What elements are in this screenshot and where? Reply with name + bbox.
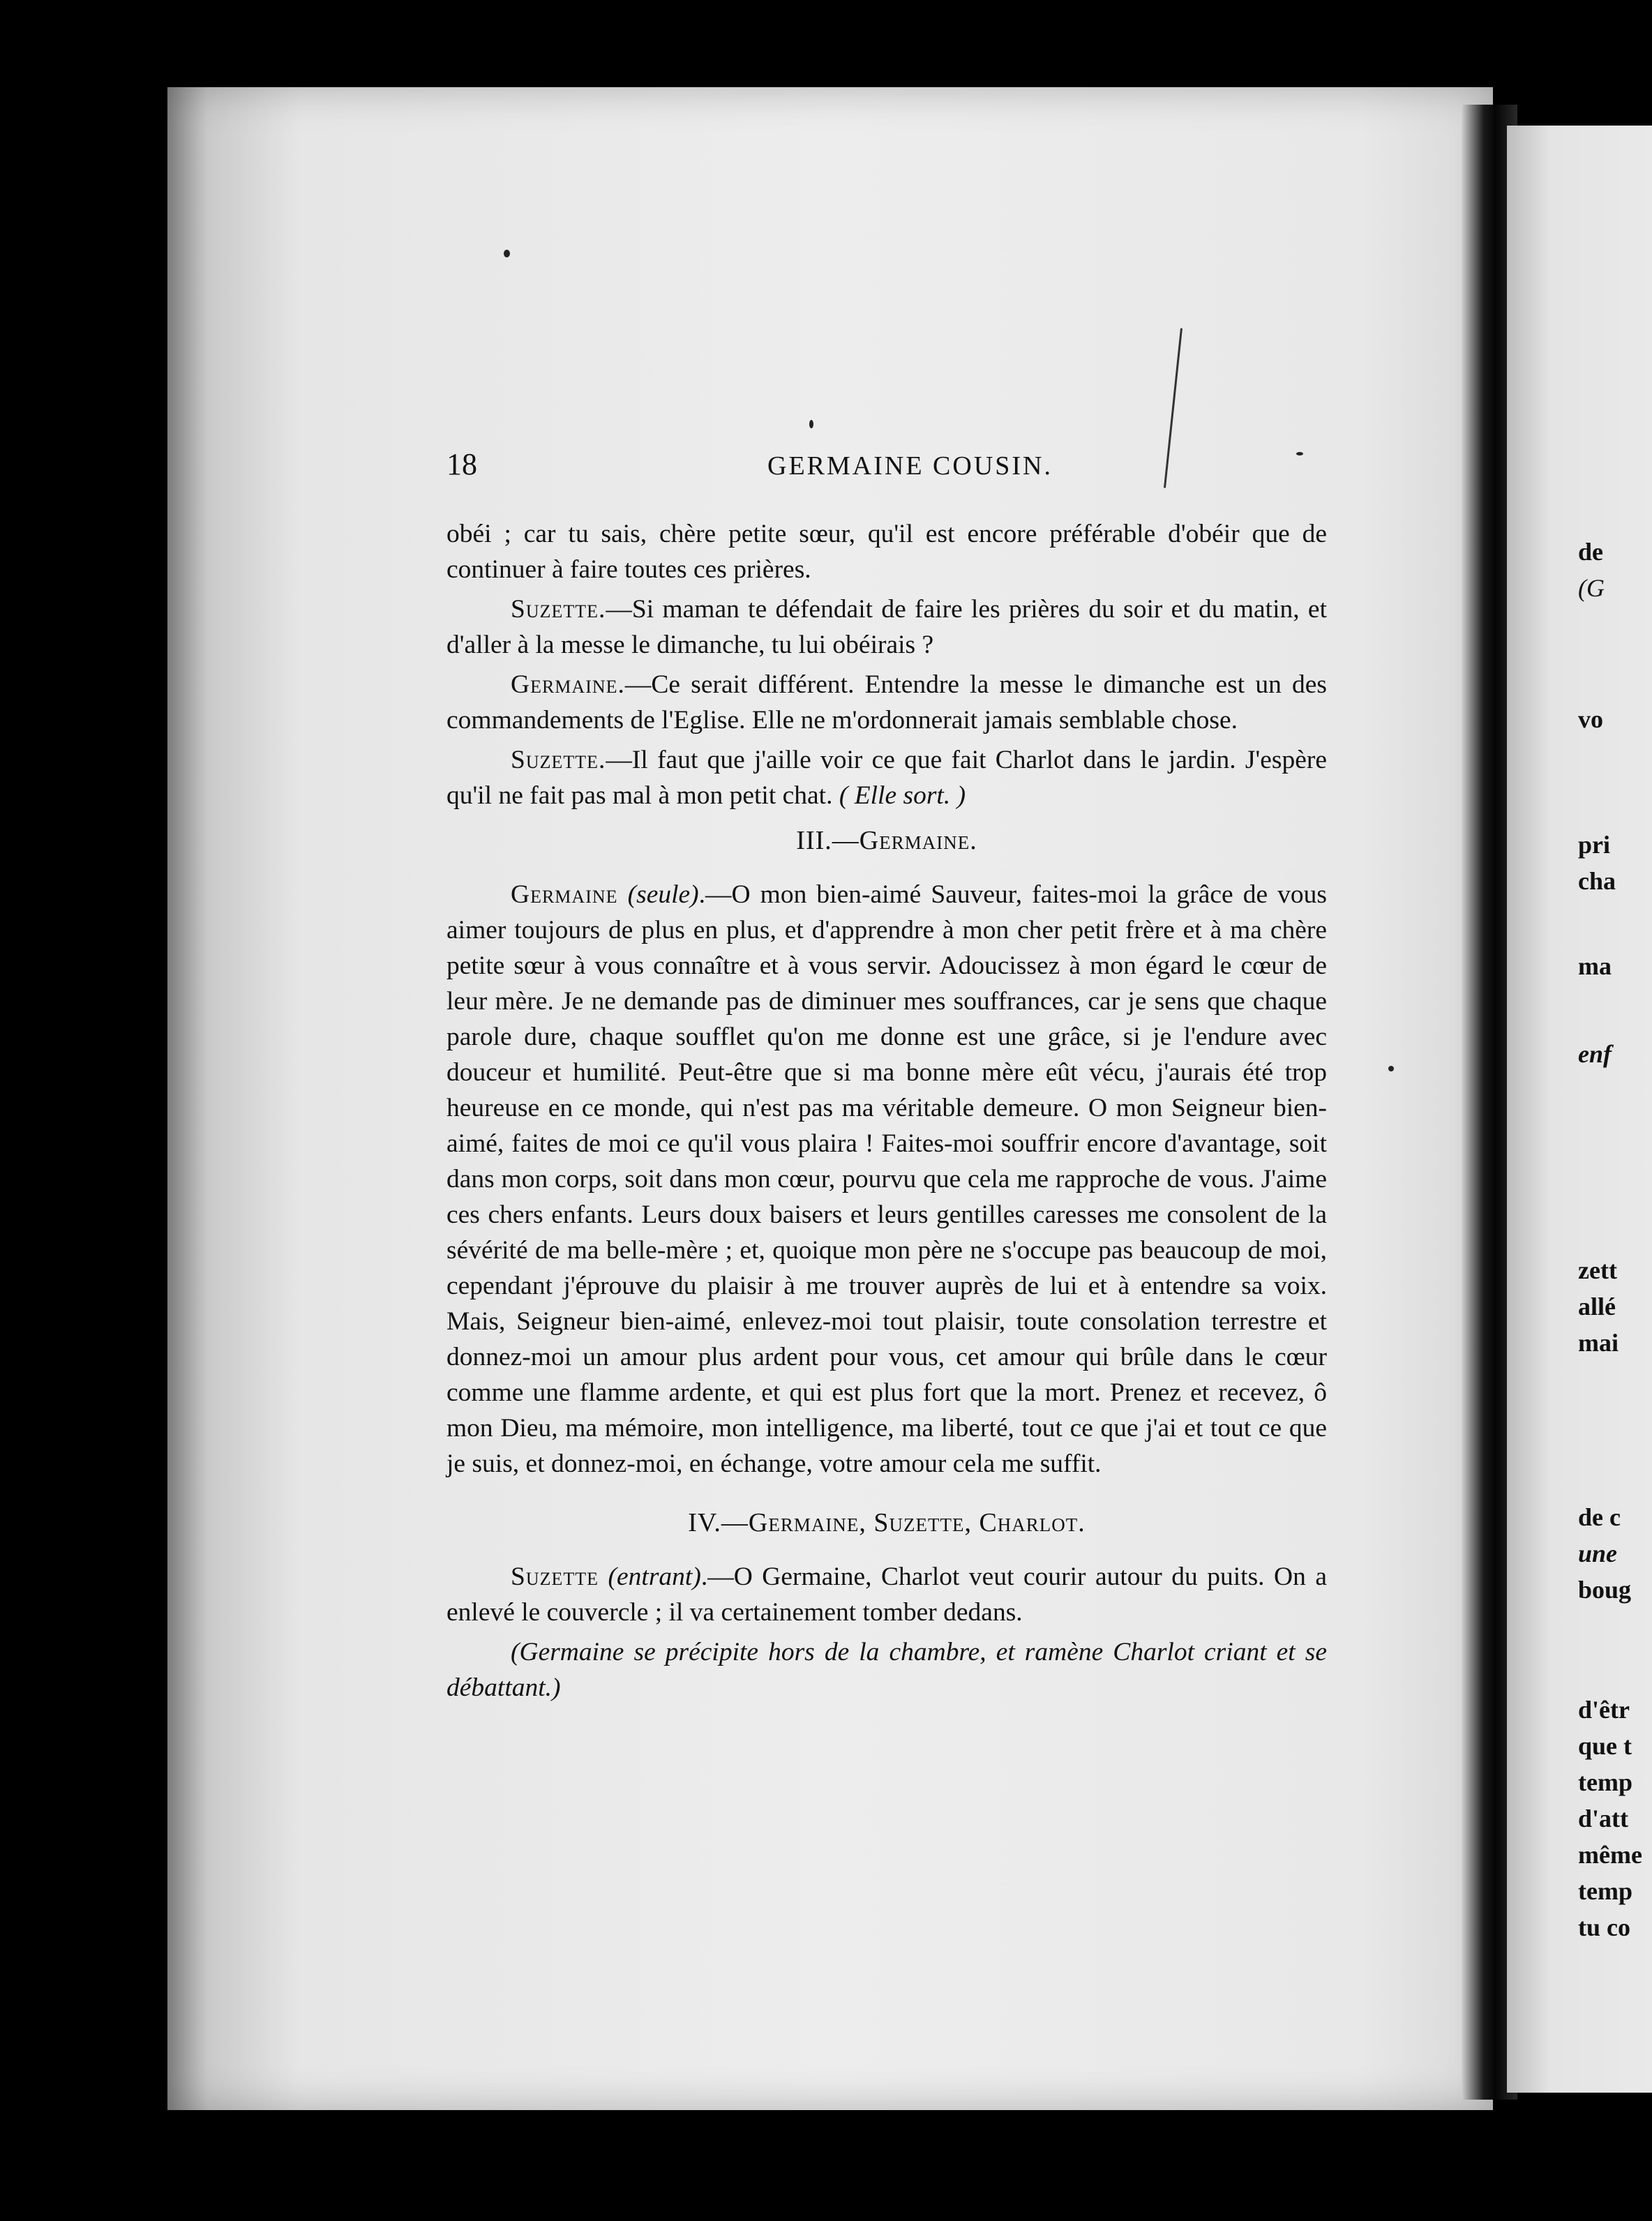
stage-direction: ( Elle sort. ) bbox=[839, 781, 966, 810]
fragment: vo bbox=[1578, 705, 1603, 733]
paragraph: Suzette.—Il faut que j'aille voir ce que fait Charlot dans le jardin. J'espère qu'il ne fait pas mal à mon petit chat. ( Elle sort. ) bbox=[446, 746, 1327, 810]
fragment: enf bbox=[1578, 1040, 1612, 1068]
speaker: Germaine. bbox=[511, 670, 625, 699]
page-text bbox=[446, 516, 1327, 1710]
page-number: 18 bbox=[446, 447, 477, 481]
adjacent-page bbox=[1507, 126, 1652, 2093]
running-title: GERMAINE COUSIN. bbox=[767, 451, 1053, 481]
fragment: d'att bbox=[1578, 1805, 1628, 1832]
paragraph: Suzette.—Si maman te défendait de faire les prières du soir et du matin, et d'aller à la messe le dimanche, tu lui obéirais ? bbox=[446, 595, 1327, 659]
fragment: (G bbox=[1578, 574, 1605, 602]
paragraph: Germaine.—Ce serait différent. Entendre la messe le dimanche est un des commandements de l'Eglise. Elle ne m'ordonnerait jamais semblable chose. bbox=[446, 670, 1327, 735]
fragment: zett bbox=[1578, 1256, 1617, 1284]
fragment: temp bbox=[1578, 1768, 1632, 1796]
scan-speck bbox=[504, 250, 510, 257]
scan-speck bbox=[1388, 1066, 1394, 1071]
fragment: boug bbox=[1578, 1576, 1632, 1604]
speaker: Germaine bbox=[511, 880, 618, 909]
film-border bbox=[0, 0, 167, 2221]
fragment: une bbox=[1578, 1539, 1618, 1567]
fragment: de bbox=[1578, 538, 1603, 566]
paragraph: obéi ; car tu sais, chère petite sœur, qu'il est encore préférable d'obéir que de continuer à faire toutes ces prières. bbox=[446, 520, 1327, 584]
scan-speck bbox=[809, 420, 813, 428]
fragment: même bbox=[1578, 1841, 1642, 1869]
speaker: Suzette. bbox=[511, 595, 606, 624]
page-header bbox=[446, 446, 1339, 488]
fragment: pri bbox=[1578, 831, 1611, 859]
stage-direction: (seule) bbox=[627, 880, 699, 909]
fragment: que t bbox=[1578, 1732, 1632, 1760]
scene-heading: III.—Germaine. bbox=[796, 826, 977, 855]
stage-direction: (Germaine se précipite hors de la chambre, et ramène Charlot criant et se débattant.) bbox=[446, 1638, 1327, 1702]
speaker: Suzette. bbox=[511, 746, 606, 774]
fragment: ma bbox=[1578, 952, 1612, 980]
fragment: tu co bbox=[1578, 1913, 1630, 1941]
fragment: cha bbox=[1578, 867, 1616, 895]
stage-direction: (entrant) bbox=[608, 1563, 701, 1591]
paragraph: Suzette (entrant).—O Germaine, Charlot veut courir autour du puits. On a enlevé le couvercle ; il va certainement tomber dedans. bbox=[446, 1563, 1327, 1627]
fragment: temp bbox=[1578, 1877, 1632, 1905]
fragment: de c bbox=[1578, 1503, 1621, 1531]
speaker: Suzette bbox=[511, 1563, 599, 1591]
fragment: mai bbox=[1578, 1329, 1619, 1357]
fragment: allé bbox=[1578, 1293, 1616, 1320]
paragraph: Germaine (seule).—O mon bien-aimé Sauveur, faites-moi la grâce de vous aimer toujours de plus en plus, et d'apprendre à mon cher petit frère et à ma chère petite sœur à vous connaître et à vous servir. Adoucissez à mon égard le cœur de leur mère. Je ne demande pas de diminuer mes souffrances, car je sens que chaque parole dure, chaque soufflet qu'on me donne est une grâce, si je l'endure avec douceur et humilité. Peut-être que si ma bonne mère eût vécu, j'aurais été trop heureuse en ce monde, qui n'est pas ma véritable demeure. O mon Seigneur bien-aimé, faites de moi ce qu'il vous plaira ! Faites-moi souffrir encore d'avantage, soit dans mon corps, soit dans mon cœur, pourvu que cela me rapproche de vous. J'aime ces chers enfants. Leurs doux baisers et leurs gentilles caresses me consolent de la sévérité de ma belle-mère ; et, quoique mon père ne s'occupe pas beaucoup de moi, cependant j'éprouve du plaisir à me trouver auprès de lui et à entendre sa voix. Mais, Seigneur bien-aimé, enlevez-moi tout plaisir, toute consolation terrestre et donnez-moi un amour plus ardent pour vous, cet amour qui brûle dans le cœur comme une flamme ardente, et qui est plus fort que la mort. Prenez et recevez, ô mon Dieu, ma mémoire, mon intelligence, ma liberté, tout ce que j'ai et tout ce que je suis, et donnez-moi, en échange, votre amour cela me suffit. bbox=[446, 880, 1328, 1478]
scene-heading: IV.—Germaine, Suzette, Charlot. bbox=[688, 1508, 1086, 1537]
fragment: d'êtr bbox=[1578, 1696, 1630, 1724]
